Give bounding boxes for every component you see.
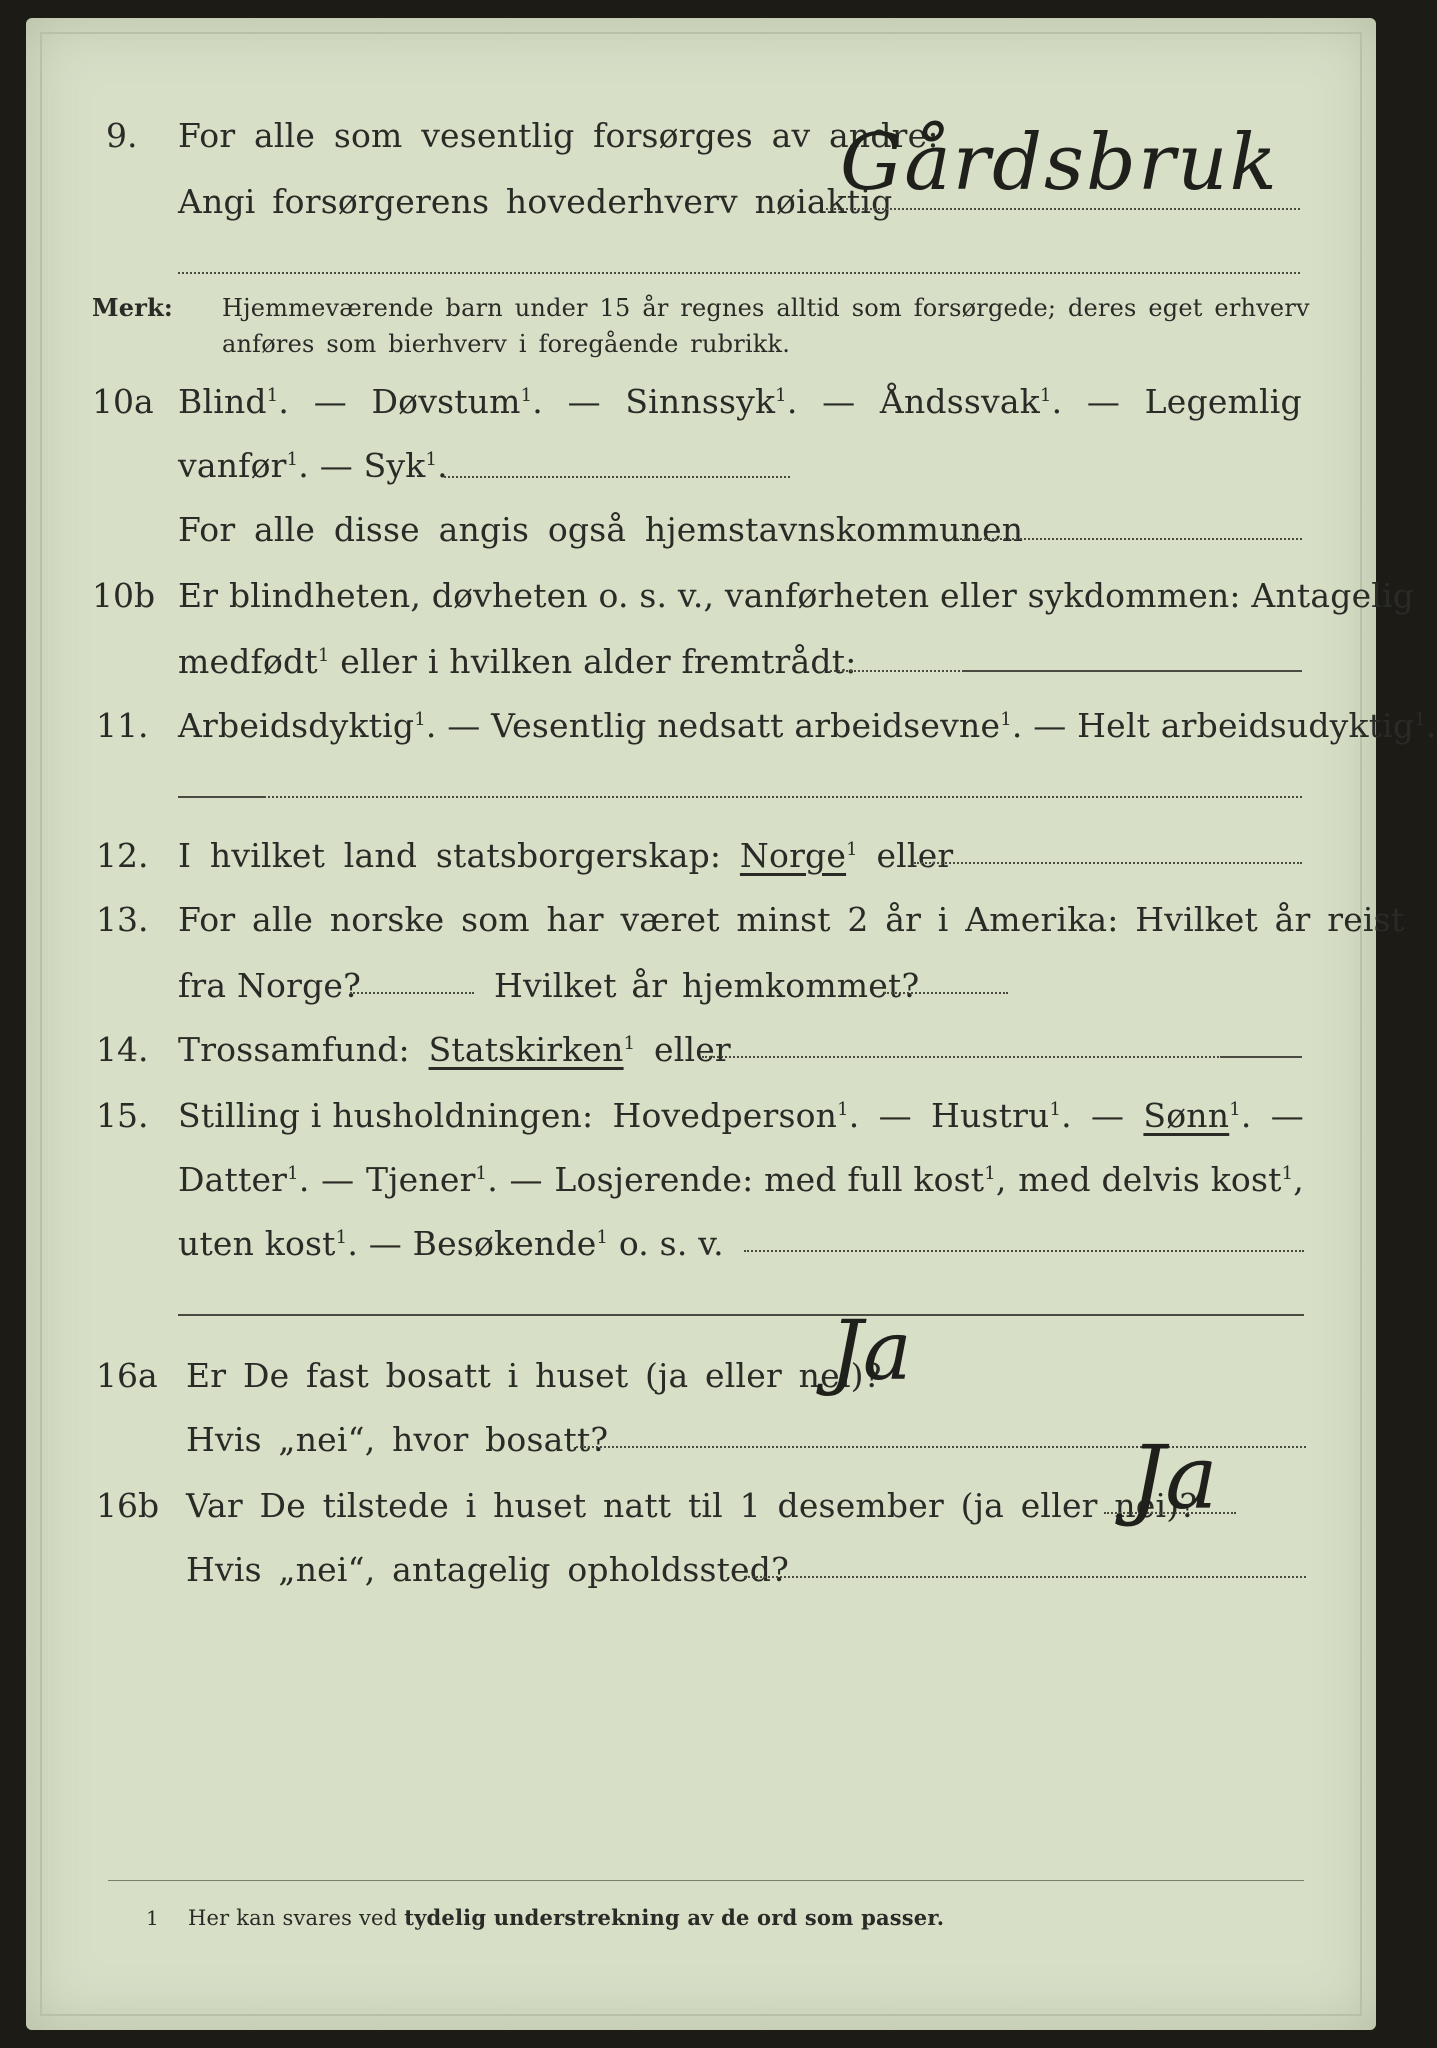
option-vanfor: vanfør$^1$. xyxy=(178,446,309,485)
item-9-answer-line xyxy=(826,208,1300,210)
item-15-answer-line xyxy=(744,1250,1304,1252)
item-10a-line1: Blind$^1$. — Døvstum$^1$. — Sinnssyk$^1$. — Åndssvak$^1$. — Legemlig xyxy=(178,382,1302,421)
item-13-line2a: fra Norge? xyxy=(178,966,362,1005)
item-9-extra-line xyxy=(178,272,1300,274)
item-9-number: 9. xyxy=(106,116,138,155)
footnote-text: Her kan svares ved tydelig understrekning av de ord som passer. xyxy=(188,1905,945,1930)
option-tjener: Tjener$^1$. xyxy=(366,1160,498,1199)
item-14-answer-line-dotted xyxy=(702,1056,1222,1058)
item-10b-line1: Er blindheten, døvheten o. s. v., vanførheten eller sykdommen: Antagelig xyxy=(178,576,1415,615)
option-arbeidsdyktig: Arbeidsdyktig$^1$. xyxy=(178,706,437,745)
item-9-line1: For alle som vesentlig forsørges av andre: xyxy=(178,116,939,155)
option-medfodt: medfødt$^1$ xyxy=(178,642,330,681)
item-13-number: 13. xyxy=(96,900,149,939)
item-10b-line-solid xyxy=(962,670,1302,672)
item-14-line: Trossamfund: Statskirken$^1$ eller xyxy=(178,1030,731,1069)
item-16a-line2: Hvis „nei“, hvor bosatt? xyxy=(186,1420,609,1459)
option-dovstum: Døvstum$^1$. xyxy=(371,382,543,421)
option-syk: Syk$^1$. xyxy=(363,446,448,485)
item-15-line2: Datter$^1$. — Tjener$^1$. — Losjerende: med full kost$^1$, med delvis kost$^1$, xyxy=(178,1160,1304,1199)
item-11-number: 11. xyxy=(96,706,149,745)
item-11-line: Arbeidsdyktig$^1$. — Vesentlig nedsatt arbeidsevne$^1$. — Helt arbeidsudyktig$^1$. xyxy=(178,706,1437,745)
item-15-line3: uten kost$^1$. — Besøkende$^1$ o. s. v. xyxy=(178,1224,724,1263)
option-besokende: Besøkende$^1$ xyxy=(412,1224,609,1263)
option-legemlig: Legemlig xyxy=(1144,382,1302,421)
item-11-line-dotted xyxy=(268,796,1302,798)
merk-label: Merk: xyxy=(92,293,173,322)
option-uten-kost: uten kost$^1$. xyxy=(178,1224,359,1263)
option-statskirken-underlined: Statskirken xyxy=(428,1030,624,1069)
option-sinnssyk: Sinnssyk$^1$. xyxy=(625,382,798,421)
item-14-number: 14. xyxy=(96,1030,149,1069)
item-9-handwritten-answer: Gårdsbruk xyxy=(840,118,1279,208)
item-10a-hjemstavn-line xyxy=(956,538,1302,540)
option-full-kost: Losjerende: med full kost$^1$, xyxy=(554,1160,1007,1199)
option-hovedperson: Hovedperson$^1$. xyxy=(612,1096,860,1135)
item-16a-number: 16a xyxy=(96,1356,158,1395)
item-10b-number: 10b xyxy=(92,576,156,615)
footnote-mark: 1 xyxy=(146,1906,159,1930)
item-16b-number: 16b xyxy=(96,1486,160,1525)
footnote-rule xyxy=(108,1880,1304,1881)
option-blind: Blind$^1$. xyxy=(178,382,290,421)
option-udyktig: Helt arbeidsudyktig$^1$. xyxy=(1077,706,1437,745)
item-15-line1: Stilling i husholdningen: Hovedperson$^1$. — Hustru$^1$. — Sønn$^1$. — xyxy=(178,1096,1304,1135)
item-12-number: 12. xyxy=(96,836,149,875)
item-10a-line3: For alle disse angis også hjemstavnskommunen xyxy=(178,510,1024,549)
item-15-number: 15. xyxy=(96,1096,149,1135)
option-andssvak: Åndssvak$^1$. xyxy=(879,382,1063,421)
item-13-reist-line xyxy=(350,992,474,994)
item-13-line1: For alle norske som har været minst 2 år i Amerika: Hvilket år reist xyxy=(178,900,1405,939)
merk-line2: anføres som bierhverv i foregående rubrikk. xyxy=(222,330,791,358)
option-datter: Datter$^1$. xyxy=(178,1160,310,1199)
item-16a-line1: Er De fast bosatt i huset (ja eller nei)? xyxy=(186,1356,882,1395)
item-10b-line-dotted xyxy=(830,670,960,672)
item-12-line: I hvilket land statsborgerskap: Norge$^1$ eller xyxy=(178,836,954,875)
item-16b-answer-line xyxy=(744,1576,1306,1578)
item-13-hjemkommet-line xyxy=(884,992,1008,994)
item-9-line2: Angi forsørgerens hovederhverv nøiaktig xyxy=(178,182,893,221)
item-12-answer-line xyxy=(914,862,1302,864)
item-10a-syk-line xyxy=(444,476,790,478)
item-14-answer-line-solid xyxy=(1222,1056,1302,1058)
option-norge-underlined: Norge xyxy=(739,836,847,875)
option-delvis-kost: med delvis kost$^1$, xyxy=(1018,1160,1304,1199)
item-16b-line2: Hvis „nei“, antagelig opholdssted? xyxy=(186,1550,789,1589)
item-11-line-solid xyxy=(178,796,266,798)
item-16a-handwritten-answer: Ja xyxy=(830,1304,912,1399)
item-16b-line1: Var De tilstede i huset natt til 1 desember (ja eller nei)? xyxy=(186,1486,1198,1525)
item-13-line2b: Hvilket år hjemkommet? xyxy=(494,966,920,1005)
item-10a-number: 10a xyxy=(92,382,154,421)
item-10b-line2: medfødt$^1$ eller i hvilken alder fremtrådt: xyxy=(178,642,857,681)
option-sonn-underlined: Sønn$^1$. xyxy=(1143,1096,1252,1135)
item-10a-line2: vanfør$^1$. — Syk$^1$. xyxy=(178,446,448,485)
option-hustru: Hustru$^1$. xyxy=(931,1096,1072,1135)
merk-line1: Hjemmeværende barn under 15 år regnes alltid som forsørgede; deres eget erhverv xyxy=(222,294,1310,322)
item-15-extra-line xyxy=(178,1314,1304,1316)
option-nedsatt: Vesentlig nedsatt arbeidsevne$^1$. xyxy=(491,706,1023,745)
item-16b-handwritten-answer: Ja xyxy=(1130,1426,1218,1529)
